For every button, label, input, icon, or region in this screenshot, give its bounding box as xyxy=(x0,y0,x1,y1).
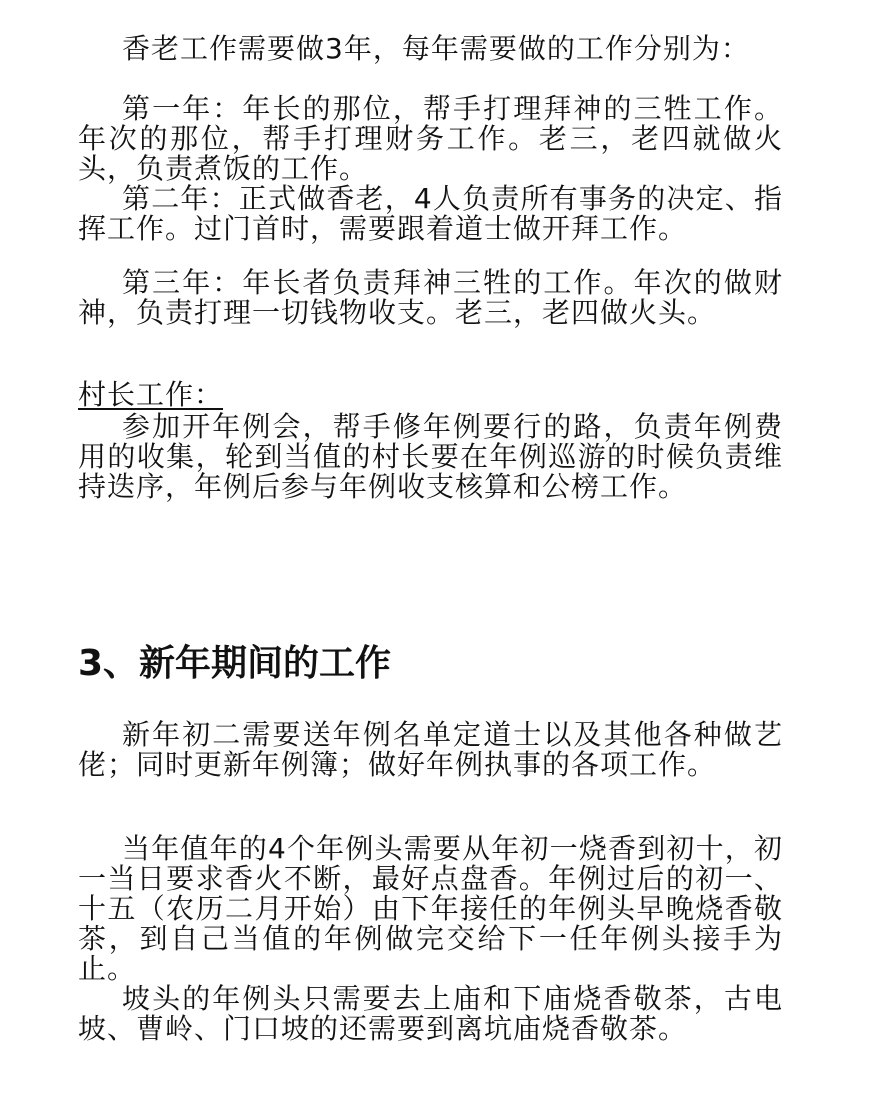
year-one-paragraph: 第一年：年长的那位，帮手打理拜神的三牲工作。年次的那位，帮手打理财务工作。老三，老四就做火头，负责煮饭的工作。 xyxy=(78,92,783,185)
new-year-paragraph-3: 坡头的年例头只需要去上庙和下庙烧香敬茶，古电坡、曹岭、门口坡的还需要到离坑庙烧香敬茶。 xyxy=(78,982,783,1045)
intro-paragraph: 香老工作需要做3年，每年需要做的工作分别为： xyxy=(122,32,750,65)
section-heading: 3、新年期间的工作 xyxy=(78,643,392,684)
village-head-paragraph: 参加开年例会，帮手修年例要行的路，负责年例费用的收集，轮到当值的村长要在年例巡游的时候负责维持迭序，年例后参与年例收支核算和公榜工作。 xyxy=(78,410,783,503)
year-two-paragraph: 第二年：正式做香老，4人负责所有事务的决定、指挥工作。过门首时，需要跟着道士做开拜工作。 xyxy=(78,182,783,245)
village-head-heading: 村长工作： xyxy=(78,378,224,411)
year-three-paragraph: 第三年：年长者负责拜神三牲的工作。年次的做财神，负责打理一切钱物收支。老三，老四做火头。 xyxy=(78,266,783,329)
new-year-paragraph-2: 当年值年的4个年例头需要从年初一烧香到初十，初一当日要求香火不断，最好点盘香。年例过后的初一、十五（农历二月开始）由下年接任的年例头早晚烧香敬茶，到自己当值的年例做完交给下一任年例头接手为止。 xyxy=(78,832,783,985)
new-year-paragraph-1: 新年初二需要送年例名单定道士以及其他各种做艺佬；同时更新年例簿；做好年例执事的各项工作。 xyxy=(78,718,783,781)
